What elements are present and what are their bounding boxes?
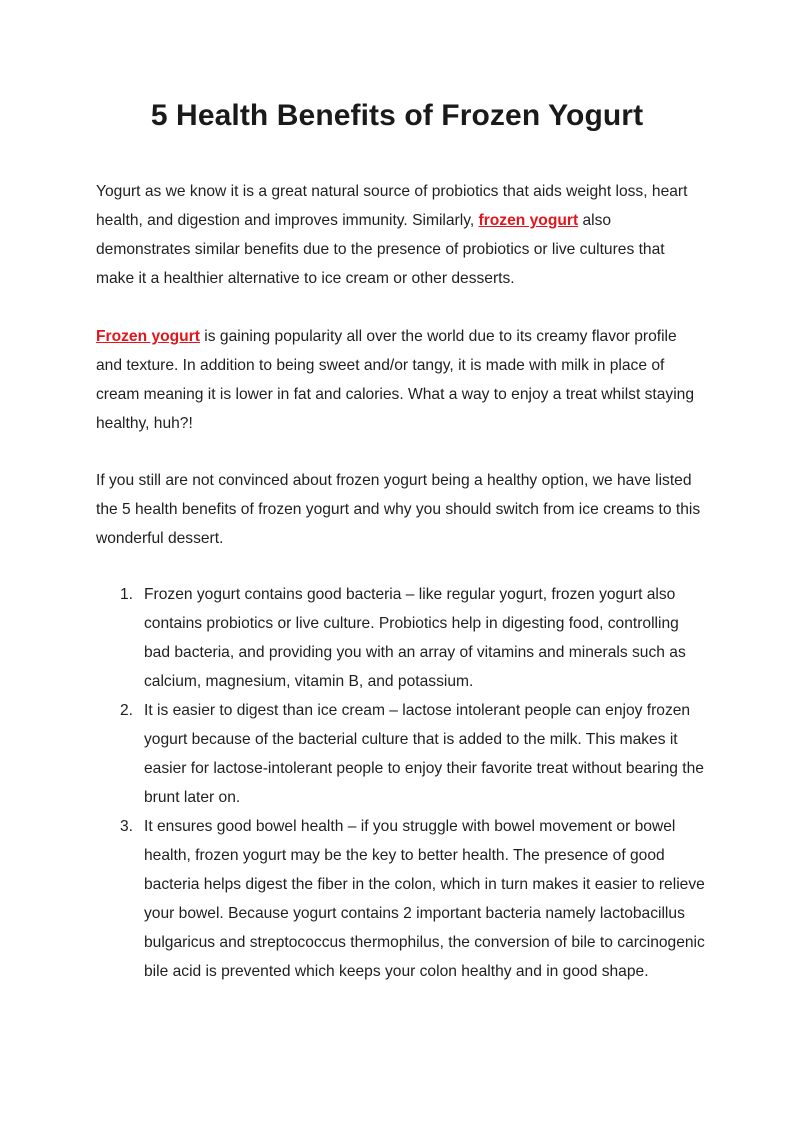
popularity-paragraph: [96, 322, 706, 438]
list-item: [96, 696, 706, 812]
popularity-text: is gaining popularity all over the world due to its creamy flavor profile and texture. In addition to being sweet and/or tangy, it is made with milk in place of cream meaning it is lower in fat and calories. What a way to enjoy a treat whilst staying healthy, huh?!: [96, 328, 695, 432]
intro-text-start: Yogurt as we know it is a great natural source of probiotics that aids weight loss, heart health, and digestion and improves immunity. Similarly,: [96, 183, 688, 229]
intro-text-end: also demonstrates similar benefits due to the presence of probiotics or live cultures that make it a healthier alternative to ice cream or other desserts.: [96, 212, 665, 287]
list-number: 2.: [120, 702, 134, 719]
list-item-text: It is easier to digest than ice cream – lactose intolerant people can enjoy frozen yogurt because of the bacterial culture that is added to the milk. This makes it easier for lactose-intolerant people to enjoy their favorite treat without bearing the brunt later on.: [144, 702, 704, 806]
frozen-yogurt-link-2[interactable]: Frozen yogurt: [96, 328, 200, 345]
list-item-text: Frozen yogurt contains good bacteria – like regular yogurt, frozen yogurt also contains probiotics or live culture. Probiotics help in digesting food, controlling bad bacteria, and providing you with an array of vitamins and minerals such as calcium, magnesium, vitamin B, and potassium.: [144, 586, 686, 690]
list-item: [96, 580, 706, 696]
intro-paragraph: [96, 177, 706, 293]
list-item-text: It ensures good bowel health – if you struggle with bowel movement or bowel health, frozen yogurt may be the key to better health. The presence of good bacteria helps digest the fiber in the colon, which in turn makes it easier to relieve your bowel. Because yogurt contains 2 important bacteria namely lactobacillus bulgaricus and streptococcus thermophilus, the conversion of bile to carcinogenic bile acid is prevented which keeps your colon healthy and in good shape.: [144, 818, 705, 980]
convince-paragraph: If you still are not convinced about frozen yogurt being a healthy option, we have listed the 5 health benefits of frozen yogurt and why you should switch from ice creams to this wonderful dessert.: [96, 472, 701, 547]
page-title: 5 Health Benefits of Frozen Yogurt: [150, 99, 644, 132]
frozen-yogurt-link[interactable]: frozen yogurt: [478, 212, 579, 229]
list-number: 3.: [120, 818, 134, 835]
list-number: 1.: [120, 586, 134, 603]
list-item: [96, 812, 706, 986]
benefits-list: [96, 580, 706, 986]
